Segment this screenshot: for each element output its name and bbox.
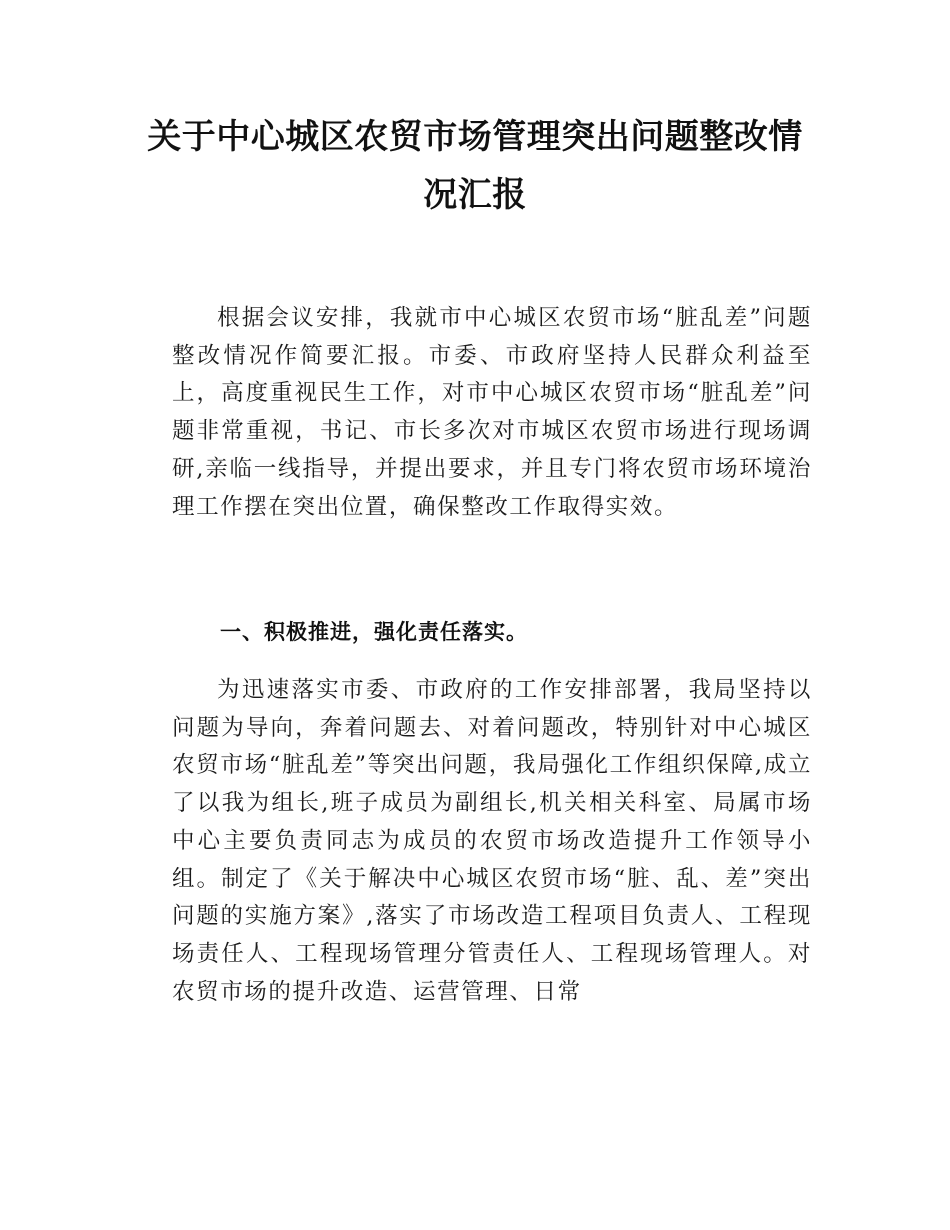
section-heading-1: 一、积极推进，强化责任落实。 (220, 620, 528, 644)
document-title (120, 108, 830, 224)
title-line-1: 关于中心城区农贸市场管理突出问题整改情 (147, 117, 803, 157)
title-line-2: 况汇报 (423, 175, 527, 215)
paragraph-intro (172, 300, 812, 526)
paragraph-intro-text: 根据会议安排，我就市中心城区农贸市场“脏乱差”问题整改情况作简要汇报。市委、市政府坚持人民群众利益至上，高度重视民生工作，对市中心城区农贸市场“脏乱差”问题非常重视，书记、市长多次对市城区农贸市场进行现场调研,亲临一线指导，并提出要求，并且专门将农贸市场环境治理工作摆在突出位置，确保整改工作取得实效。 (172, 305, 812, 520)
paragraph-section-1-text: 为迅速落实市委、市政府的工作安排部署，我局坚持以问题为导向，奔着问题去、对着问题改，特别针对中心城区农贸市场“脏乱差”等突出问题，我局强化工作组织保障,成立了以我为组长,班子成员为副组长,机关相关科室、局属市场中心主要负责同志为成员的农贸市场改造提升工作领导小组。制定了《关于解决中心城区农贸市场“脏、乱、差”突出问题的实施方案》,落实了市场改造工程项目负责人、工程现场责任人、工程现场管理分管责任人、工程现场管理人。对农贸市场的提升改造、运营管理、日常 (172, 677, 812, 1005)
paragraph-section-1 (172, 672, 812, 1011)
